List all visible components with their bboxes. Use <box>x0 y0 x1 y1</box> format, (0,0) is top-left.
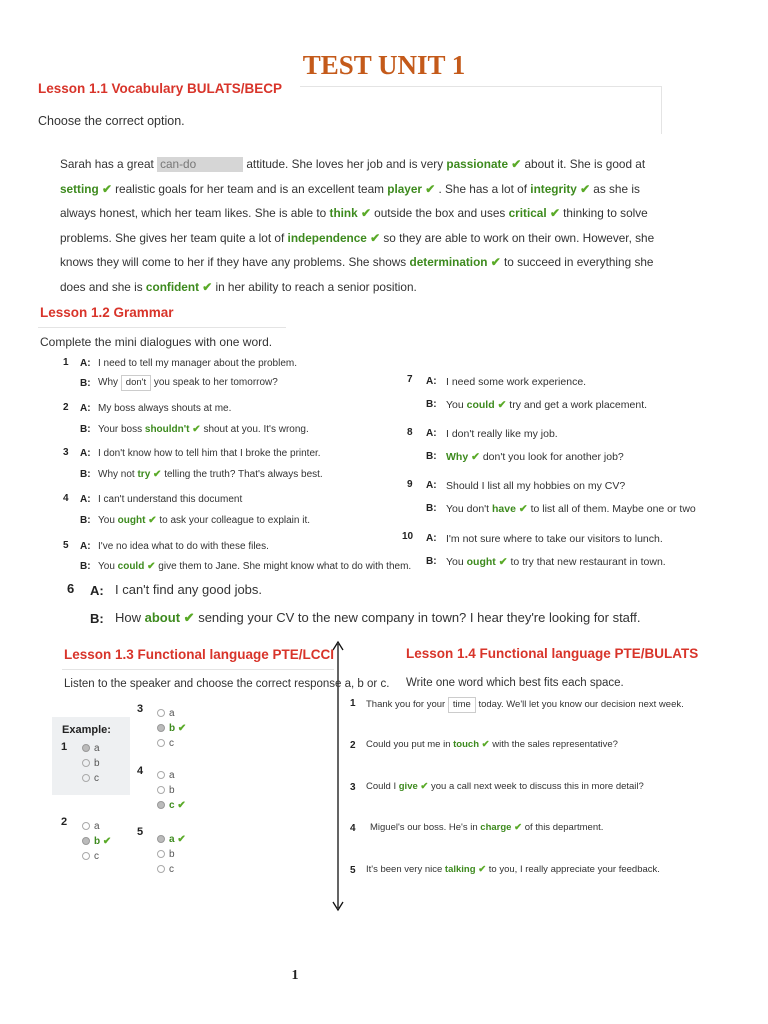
option-list <box>157 832 186 877</box>
divider <box>62 669 334 670</box>
radio-button[interactable] <box>82 822 90 830</box>
lesson-1-2-heading: Lesson 1.2 Grammar <box>40 305 174 320</box>
dialogue-b-text <box>446 399 647 411</box>
check-icon: ✔ <box>360 206 371 221</box>
answer: could <box>466 399 495 411</box>
item-number: 3 <box>350 782 356 793</box>
radio-button[interactable] <box>157 771 165 779</box>
answer: independence <box>287 230 367 245</box>
document-title: TEST UNIT 1 <box>302 50 466 80</box>
speaker-b-label: B: <box>426 399 437 410</box>
check-icon: ✔ <box>101 181 112 196</box>
lesson-1-3-heading: Lesson 1.3 Functional language PTE/LCCI <box>64 647 335 662</box>
lesson-1-3-instruction: Listen to the speaker and choose the correct response a, b or c. <box>64 678 390 690</box>
radio-button[interactable] <box>82 774 90 782</box>
lesson-1-1-instruction: Choose the correct option. <box>38 114 185 128</box>
lesson-1-4-instruction: Write one word which best fits each space. <box>406 677 624 689</box>
question-number: 3 <box>137 703 144 715</box>
answer-input[interactable]: time <box>448 697 476 713</box>
speaker-a-label: A: <box>426 480 437 491</box>
divider <box>300 86 662 87</box>
divider <box>661 86 662 134</box>
answer: give <box>398 781 418 792</box>
option-c[interactable] <box>82 771 100 786</box>
speaker-b-label: B: <box>426 451 437 462</box>
dialogue-a-text: I've no idea what to do with these files. <box>98 541 269 552</box>
option-label: b <box>169 849 175 860</box>
text: telling the truth? That's always best. <box>164 469 323 480</box>
radio-button[interactable] <box>157 835 165 843</box>
answer: shouldn't <box>144 424 190 435</box>
option-list <box>82 819 111 864</box>
option-a[interactable] <box>157 706 186 721</box>
radio-button[interactable] <box>157 850 165 858</box>
check-icon: ✔ <box>471 451 480 463</box>
text: you speak to her tomorrow? <box>153 377 278 388</box>
dialogue-b-text <box>98 515 310 526</box>
text: always honest, which her team likes. She is able to <box>60 206 327 221</box>
dialogue-b-text <box>98 375 278 391</box>
text: Sarah has a great <box>60 157 154 171</box>
check-icon: ✔ <box>514 822 523 833</box>
answer: talking <box>444 864 476 875</box>
speaker-b-label: B: <box>80 515 91 526</box>
text: try and get a work placement. <box>509 399 648 411</box>
option-label: b <box>94 758 100 769</box>
example-label: Example: <box>62 724 111 736</box>
check-icon: ✔ <box>192 424 201 435</box>
text: to try that new restaurant in town. <box>510 556 666 568</box>
text: of this department. <box>524 822 604 833</box>
option-label: b <box>169 785 175 796</box>
item-number: 9 <box>407 479 413 490</box>
speaker-b-label: B: <box>80 469 91 480</box>
dialogue-a-text: I can't find any good jobs. <box>115 582 263 597</box>
answer-input[interactable]: don't <box>121 375 151 391</box>
option-list <box>157 768 186 813</box>
option-b[interactable] <box>82 756 100 771</box>
option-list <box>157 706 186 751</box>
check-icon: ✔ <box>102 836 112 847</box>
text: to you, I really appreciate your feedback. <box>488 864 660 875</box>
check-icon: ✔ <box>490 255 501 270</box>
text: . She has a lot of <box>438 181 528 196</box>
speaker-b-label: B: <box>80 378 91 389</box>
answer: confident <box>145 279 200 294</box>
answer: Why <box>446 451 469 463</box>
text: does and she is <box>60 279 143 294</box>
radio-button[interactable] <box>82 744 90 752</box>
check-icon: ✔ <box>511 157 522 171</box>
dialogue-a-text: I'm not sure where to take our visitors to lunch. <box>446 533 663 545</box>
item-number: 3 <box>63 447 69 458</box>
text: don't you look for another job? <box>482 451 624 463</box>
option-label: c <box>169 864 174 875</box>
text: so they are able to work on their own. However, she <box>383 230 655 245</box>
check-icon: ✔ <box>420 781 429 792</box>
radio-button[interactable] <box>157 865 165 873</box>
item-number: 1 <box>350 698 356 709</box>
radio-button[interactable] <box>82 837 90 845</box>
dialogue-a-text: I need some work experience. <box>446 376 587 388</box>
speaker-a-label: A: <box>80 541 91 552</box>
check-icon: ✔ <box>481 739 490 750</box>
speaker-a-label: A: <box>426 428 437 439</box>
lesson-1-2-instruction: Complete the mini dialogues with one word. <box>40 335 273 349</box>
dialogue-b-text <box>446 503 696 515</box>
text: You <box>446 399 464 411</box>
text: It's been very nice <box>366 864 443 875</box>
item-number: 1 <box>63 357 69 368</box>
dialogue-b-text <box>446 451 624 463</box>
speaker-b-label: B: <box>90 611 104 626</box>
option-label: a <box>94 743 100 754</box>
sentence <box>366 781 644 792</box>
option-b[interactable] <box>157 783 186 798</box>
option-label: a <box>169 770 175 781</box>
dialogue-b-text <box>98 424 309 435</box>
item-number: 2 <box>63 402 69 413</box>
check-icon: ✔ <box>202 279 213 294</box>
speaker-a-label: A: <box>80 494 91 505</box>
check-icon: ✔ <box>177 723 187 734</box>
radio-button[interactable] <box>82 759 90 767</box>
question-number: 5 <box>137 826 144 838</box>
sentence <box>366 739 618 750</box>
text: outside the box and uses <box>374 206 506 221</box>
sentence <box>370 822 603 833</box>
option-c[interactable] <box>82 849 111 864</box>
text: Why <box>98 377 118 388</box>
radio-button[interactable] <box>82 852 90 860</box>
text: Your boss <box>98 424 143 435</box>
text: knows they will come to her if they have any problems. She shows <box>60 255 407 270</box>
option-b[interactable] <box>82 834 111 849</box>
option-a[interactable] <box>157 832 186 847</box>
dialogue-b-text <box>446 556 666 568</box>
check-icon: ✔ <box>478 864 487 875</box>
answer: could <box>117 561 145 572</box>
answer: about <box>144 610 181 625</box>
speaker-a-label: A: <box>80 403 91 414</box>
check-icon: ✔ <box>549 206 560 221</box>
item-number: 10 <box>402 531 414 542</box>
text: shout at you. It's wrong. <box>203 424 309 435</box>
text: to succeed in everything she <box>503 255 654 270</box>
option-a[interactable] <box>82 741 100 756</box>
check-icon: ✔ <box>183 610 195 625</box>
answer: think <box>329 206 358 221</box>
option-b[interactable] <box>157 847 186 862</box>
answer: passionate <box>446 157 509 171</box>
option-label: c <box>169 800 175 811</box>
answer: ought <box>466 556 496 568</box>
radio-button[interactable] <box>157 709 165 717</box>
text: sending your CV to the new company in town? I hear they're looking for staff. <box>198 610 641 625</box>
answer: charge <box>480 822 512 833</box>
text: You <box>446 556 464 568</box>
text: Miguel's our boss. He's in <box>370 822 478 833</box>
check-icon: ✔ <box>518 503 528 515</box>
option-label: b <box>169 723 176 734</box>
option-c[interactable] <box>157 798 186 813</box>
text: to ask your colleague to explain it. <box>159 515 311 526</box>
check-icon: ✔ <box>147 561 156 572</box>
check-icon: ✔ <box>580 181 591 196</box>
dialogue-a-text: I don't know how to tell him that I broke the printer. <box>98 448 321 459</box>
check-icon: ✔ <box>153 469 162 480</box>
item-number: 4 <box>63 493 69 504</box>
text: with the sales representative? <box>492 739 618 750</box>
speaker-a-label: A: <box>80 448 91 459</box>
option-label: c <box>94 851 99 862</box>
option-c[interactable] <box>157 862 186 877</box>
answer: setting <box>60 181 99 196</box>
dialogue-a-text: I can't understand this document <box>98 494 243 505</box>
dialogue-b-text <box>115 610 641 626</box>
dialogue-b-text <box>98 469 323 480</box>
option-a[interactable] <box>82 819 111 834</box>
text: today. We'll let you know our decision next week. <box>478 699 684 710</box>
speaker-a-label: A: <box>80 358 91 369</box>
sentence <box>366 864 660 875</box>
item-number: 4 <box>350 823 356 834</box>
text: You <box>98 515 115 526</box>
question-number: 2 <box>61 816 68 828</box>
speaker-b-label: B: <box>426 503 437 514</box>
speaker-b-label: B: <box>80 561 91 572</box>
text: in her ability to reach a senior position. <box>215 279 417 294</box>
speaker-a-label: A: <box>90 583 104 598</box>
answer: ought <box>117 515 146 526</box>
item-number: 7 <box>407 374 413 385</box>
sentence <box>366 697 684 713</box>
divider <box>38 327 286 328</box>
answer-blank[interactable]: can-do <box>157 157 243 172</box>
text: you a call next week to discuss this in more detail? <box>431 781 644 792</box>
answer: have <box>492 503 516 515</box>
speaker-b-label: B: <box>426 556 437 567</box>
option-list <box>82 741 100 786</box>
text: realistic goals for her team and is an excellent team <box>115 181 384 196</box>
check-icon: ✔ <box>177 834 186 845</box>
answer: touch <box>453 739 479 750</box>
option-label: a <box>169 708 175 719</box>
speaker-a-label: A: <box>426 376 437 387</box>
text: to list all of them. Maybe one or two <box>530 503 696 515</box>
answer: critical <box>508 206 547 221</box>
question-number: 1 <box>61 741 68 753</box>
text: Why not <box>98 469 135 480</box>
item-number: 6 <box>67 581 75 596</box>
check-icon: ✔ <box>148 515 157 526</box>
text: You <box>98 561 115 572</box>
option-b[interactable] <box>157 721 186 736</box>
option-c[interactable] <box>157 736 186 751</box>
text: attitude. She loves her job and is very <box>246 157 444 171</box>
text: as she is <box>593 181 640 196</box>
item-number: 5 <box>63 540 69 551</box>
answer: determination <box>409 255 488 270</box>
radio-button[interactable] <box>157 801 165 809</box>
item-number: 2 <box>350 740 356 751</box>
dialogue-a-text: Should I list all my hobbies on my CV? <box>446 480 626 492</box>
option-label: b <box>94 836 101 847</box>
radio-button[interactable] <box>157 724 165 732</box>
dialogue-a-text: I need to tell my manager about the problem. <box>98 358 298 369</box>
radio-button[interactable] <box>157 739 165 747</box>
vocabulary-paragraph <box>60 152 700 300</box>
option-label: c <box>94 773 99 784</box>
text: thinking to solve <box>563 206 648 221</box>
lesson-1-1-heading: Lesson 1.1 Vocabulary BULATS/BECP <box>38 81 283 96</box>
option-label: a <box>169 834 175 845</box>
page-number: 1 <box>291 968 299 983</box>
answer: integrity <box>530 181 577 196</box>
text: give them to Jane. She might know what to do with them. <box>158 561 412 572</box>
option-label: a <box>94 821 100 832</box>
dialogue-a-text: My boss always shouts at me. <box>98 403 232 414</box>
dialogue-a-text: I don't really like my job. <box>446 428 558 440</box>
radio-button[interactable] <box>157 786 165 794</box>
text: How <box>115 610 142 625</box>
text: about it. She is good at <box>524 157 646 171</box>
item-number: 5 <box>350 865 356 876</box>
check-icon: ✔ <box>177 800 186 811</box>
speaker-a-label: A: <box>426 533 437 544</box>
check-icon: ✔ <box>498 556 508 568</box>
text: Thank you for your <box>366 699 446 710</box>
speaker-b-label: B: <box>80 424 91 435</box>
question-number: 4 <box>137 765 144 777</box>
option-a[interactable] <box>157 768 186 783</box>
answer: player <box>387 181 423 196</box>
text: problems. She gives her team quite a lot of <box>60 230 285 245</box>
check-icon: ✔ <box>425 181 436 196</box>
check-icon: ✔ <box>497 399 507 411</box>
check-icon: ✔ <box>370 230 381 245</box>
text: Could I <box>366 781 397 792</box>
dialogue-b-text <box>98 561 411 572</box>
option-label: c <box>169 738 174 749</box>
text: Could you put me in <box>366 739 451 750</box>
text: You don't <box>446 503 490 515</box>
item-number: 8 <box>407 427 413 438</box>
answer: try <box>137 469 151 480</box>
lesson-1-4-heading: Lesson 1.4 Functional language PTE/BULATS <box>406 646 699 661</box>
